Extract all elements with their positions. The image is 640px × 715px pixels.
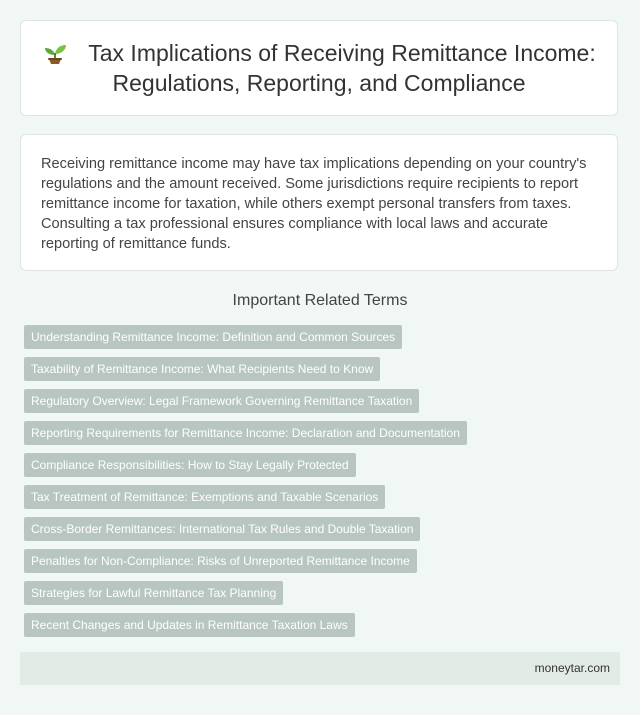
footer bbox=[20, 652, 620, 685]
related-terms-heading: Important Related Terms bbox=[232, 292, 408, 309]
page-title-text: Tax Implications of Receiving Remittance Income: Regulations, Reporting, and Compliance bbox=[88, 40, 596, 96]
term-tag[interactable]: Understanding Remittance Income: Definition and Common Sources bbox=[24, 325, 402, 349]
title-card bbox=[20, 20, 618, 116]
term-tag[interactable]: Reporting Requirements for Remittance Income: Declaration and Documentation bbox=[24, 421, 467, 445]
summary-text: Receiving remittance income may have tax implications depending on your country's regulations and the amount received. Some jurisdictions require recipients to report remittance income for taxation, while others exempt personal transfers from taxes. Consulting a tax professional ensures compliance with local laws and accurate reporting of remittance funds. bbox=[41, 156, 587, 252]
term-tag[interactable]: Recent Changes and Updates in Remittance Taxation Laws bbox=[24, 613, 355, 637]
page-title bbox=[21, 38, 617, 98]
term-tag[interactable]: Cross-Border Remittances: International Tax Rules and Double Taxation bbox=[24, 517, 420, 541]
sprout-icon bbox=[42, 42, 68, 64]
footer-site-link[interactable]: moneytar.com bbox=[534, 661, 610, 675]
term-tag[interactable]: Tax Treatment of Remittance: Exemptions and Taxable Scenarios bbox=[24, 485, 385, 509]
term-tag[interactable]: Strategies for Lawful Remittance Tax Planning bbox=[24, 581, 283, 605]
term-tag[interactable]: Penalties for Non-Compliance: Risks of Unreported Remittance Income bbox=[24, 549, 417, 573]
summary-card bbox=[20, 134, 618, 271]
term-tag[interactable]: Regulatory Overview: Legal Framework Governing Remittance Taxation bbox=[24, 389, 419, 413]
term-tag[interactable]: Taxability of Remittance Income: What Recipients Need to Know bbox=[24, 357, 380, 381]
related-terms-list bbox=[24, 325, 467, 645]
term-tag[interactable]: Compliance Responsibilities: How to Stay Legally Protected bbox=[24, 453, 356, 477]
